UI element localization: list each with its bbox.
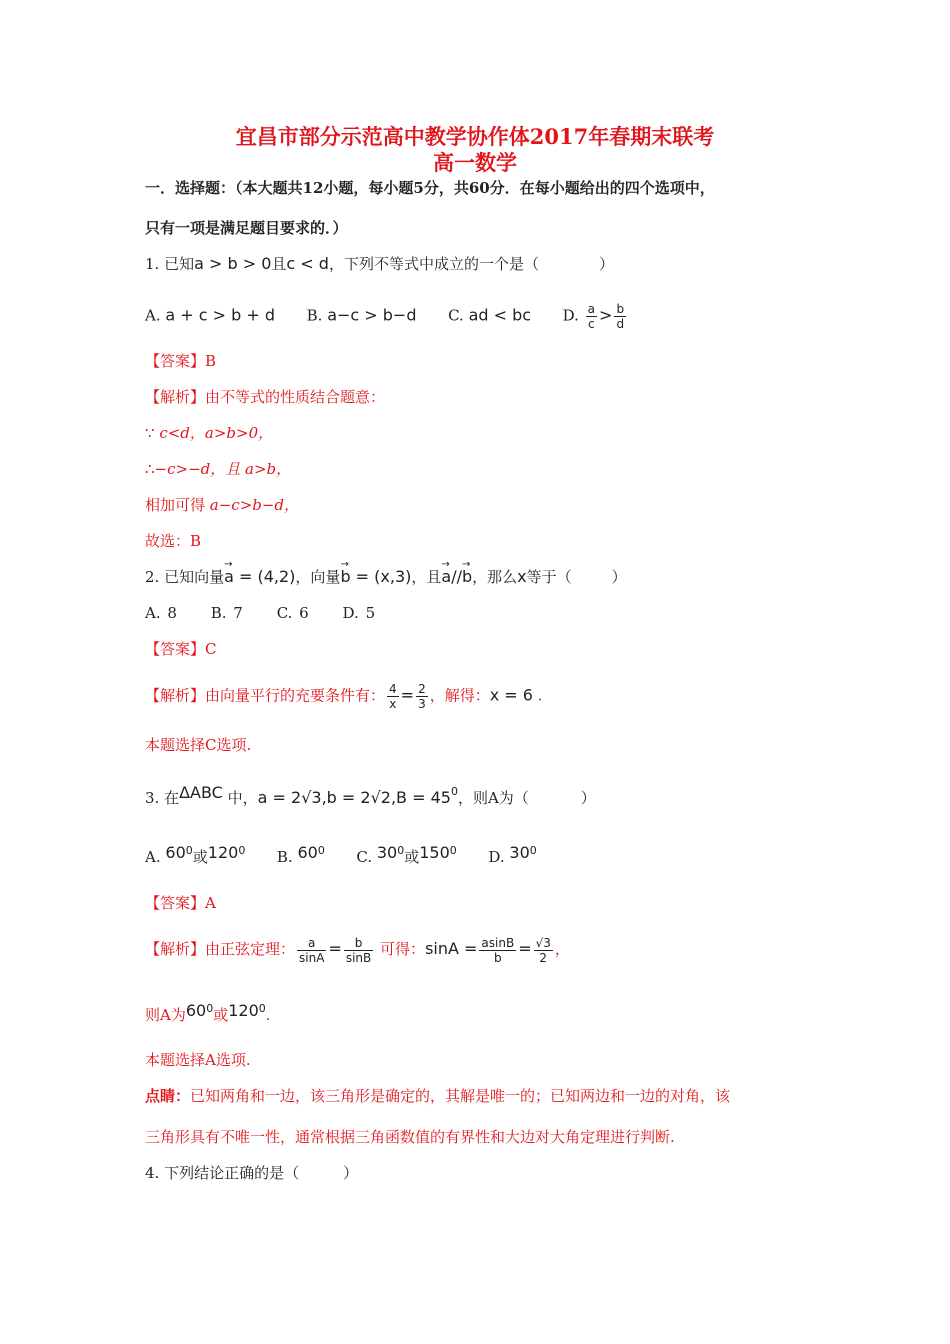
q1-step3-text: a−c>b−d， — [209, 496, 300, 514]
q2-frac-4-x: $\frac{4}{x}$ — [389, 682, 397, 711]
q3-note-line1 — [145, 1086, 730, 1106]
q2-vector-a: → a — [224, 567, 234, 587]
q3-analysis — [145, 934, 570, 965]
q3-then-v1: 60 — [185, 1001, 207, 1020]
section-heading-line1: 一．选择题：（本大题共12小题，每小题5分，共60分．在每小题给出的四个选项中， — [145, 179, 715, 197]
q1-analysis — [145, 387, 385, 407]
q2-prefix: 2. 已知向量 — [145, 568, 225, 586]
q3-mid: 中， — [222, 789, 258, 807]
q3-frac-a-sinA: $\frac{a}{\sin A}$ — [299, 935, 325, 965]
q1-opt-d-gt: > — [599, 305, 613, 325]
q3-then-v2: 120 — [228, 1001, 259, 1020]
therefore-symbol: ∴ — [145, 460, 155, 478]
question-2 — [145, 567, 627, 587]
page-title: 宜昌市部分示范高中教学协作体2017年春期末联考 — [235, 124, 715, 149]
q3-options: A. $60^0$或$120^0$ B. $60^0$ C. $30^0$或$150^0$ D. $30^0$ — [145, 843, 537, 866]
q3-equals-2: = — [518, 939, 532, 958]
q3-close: ） — [580, 789, 596, 807]
question-4 — [145, 1163, 358, 1183]
q2-mid1: ，向量 — [295, 568, 341, 586]
section-heading-line2: 只有一项是满足题目要求的．） — [145, 219, 348, 237]
q1-step2 — [145, 459, 291, 479]
q1-opt-c-label: C. — [448, 306, 464, 325]
q3-opt-c-or: 或 — [404, 848, 420, 866]
q1-step2-text: −c>−d，且 a>b， — [154, 460, 292, 478]
q1-options — [145, 302, 628, 331]
q3-frac-sqrt3-2: $\frac{√3}{2}$ — [535, 935, 551, 965]
q3-prefix: 3. 在 — [145, 789, 180, 807]
q3-opt-c-v1: 30 — [376, 843, 398, 862]
q3-opt-a-or: 或 — [192, 848, 208, 866]
q1-opt-d-frac2: $\frac{b}{d}$ — [616, 302, 625, 331]
q1-step3 — [145, 495, 299, 515]
question-1 — [145, 254, 614, 274]
q1-opt-b-label: B. — [306, 306, 323, 325]
q1-suffix: ，下列不等式中成立的一个是（ — [328, 255, 539, 273]
q3-given: a = 2√3,b = 2√2,B = 45 — [257, 788, 451, 807]
q2-parallel-symbol: // — [451, 567, 462, 586]
q1-opt-b: a−c > b−d — [327, 305, 417, 325]
q1-opt-a: a + c > b + d — [165, 305, 276, 325]
q1-step3-pre: 相加可得 — [145, 496, 210, 514]
q3-note-text1: 已知两角和一边，该三角形是确定的，其解是唯一的；已知两边和一边的对角，该 — [190, 1087, 731, 1105]
q1-prefix: 1. 已知 — [145, 255, 195, 273]
q1-analysis-label: 【解析】 — [145, 388, 206, 406]
q1-analysis-text: 由不等式的性质结合题意： — [205, 388, 386, 406]
q3-answer: 【答案】A — [145, 894, 216, 912]
q3-then-or: 或 — [213, 1006, 229, 1024]
q1-opt-d-frac1: $\frac{a}{c}$ — [587, 302, 596, 331]
q1-cond2: c < d — [286, 254, 329, 273]
q2-parallel-b: → b — [462, 567, 472, 587]
q2-close: ） — [611, 568, 627, 586]
q3-opt-d-v: 30 — [509, 843, 530, 862]
q4-prefix: 4. 下列结论正确的是（ — [145, 1164, 300, 1182]
q2-x: x — [517, 567, 527, 586]
q3-frac-asinB-b: $\frac{asinB}{b}$ — [481, 935, 515, 965]
q3-opt-c-v2: 150 — [419, 843, 450, 862]
q3-frac-b-sinB: $\frac{b}{\sin B}$ — [345, 935, 372, 965]
q3-note-line2: 三角形具有不唯一性，通常根据三角函数值的有界性和大边对大角定理进行判断. — [145, 1128, 675, 1146]
q2-analysis — [145, 682, 543, 711]
q3-note-label: 点睛： — [145, 1087, 191, 1105]
q2-mid2: ，且 — [411, 568, 442, 586]
q3-then-pre: 则A为 — [145, 1006, 186, 1024]
q3-then: 则A为$60^0$或$120^0$. — [145, 1001, 271, 1024]
q2-answer: 【答案】C — [145, 640, 217, 658]
q2-suffix: 等于（ — [526, 568, 572, 586]
q3-opt-a-v1: 60 — [165, 843, 186, 862]
q3-sinA: sinA = — [425, 939, 478, 958]
q1-mid: 且 — [271, 255, 287, 273]
q2-mid3: ，那么 — [472, 568, 518, 586]
q1-answer: 【答案】B — [145, 352, 217, 370]
q3-comma: ， — [554, 940, 570, 958]
question-3 — [145, 780, 596, 810]
q3-opt-c-label: C. — [356, 848, 373, 866]
q3-opt-b-label: B. — [276, 848, 293, 866]
q3-degree: 0 — [450, 785, 458, 798]
q1-opt-d-label: D. — [562, 306, 579, 325]
q3-equals-1: = — [328, 939, 342, 958]
q1-step1 — [145, 423, 273, 443]
q1-step1-text: c<d，a>b>0， — [159, 424, 274, 442]
q2-eq-b: = (x,3) — [350, 567, 412, 586]
q4-close: ） — [343, 1164, 359, 1182]
q2-analysis-text: 由向量平行的充要条件有： — [205, 686, 386, 705]
q3-conclusion: 本题选择A选项. — [145, 1051, 251, 1069]
q1-cond1: a > b > 0 — [194, 254, 272, 273]
q3-opt-b-v: 60 — [297, 843, 318, 862]
page-subtitle: 高一数学 — [433, 150, 517, 175]
q1-opt-a-label: A. — [145, 306, 161, 325]
q2-options: A. 8 B. 7 C. 6 D. 5 — [145, 604, 376, 622]
q2-solution: x = 6 — [489, 685, 533, 705]
q3-suffix: ，则A为（ — [457, 789, 529, 807]
q3-opt-a-label: A. — [145, 848, 161, 866]
q3-opt-a-v2: 120 — [207, 843, 239, 862]
q2-parallel-a: → a — [441, 567, 451, 587]
q2-solve-pre: ，解得： — [429, 686, 490, 705]
q2-equals: = — [400, 685, 415, 705]
q3-analysis-label: 【解析】 — [145, 940, 206, 958]
q1-opt-c: ad < bc — [468, 305, 532, 325]
q2-conclusion: 本题选择C选项. — [145, 736, 252, 754]
q2-eq-a: = (4,2) — [233, 567, 296, 586]
q2-frac-2-3: $\frac{2}{3}$ — [418, 682, 426, 711]
q3-triangle: ΔABC — [179, 783, 223, 802]
q3-opt-d-label: D. — [488, 848, 505, 866]
q1-close: ） — [598, 255, 614, 273]
q2-vector-b: → b — [340, 567, 350, 587]
because-symbol: ∵ — [145, 424, 155, 442]
q2-solve-post: . — [532, 686, 543, 705]
q3-analysis-text: 由正弦定理： — [205, 940, 296, 958]
q2-analysis-label: 【解析】 — [145, 686, 206, 705]
q3-then-post: . — [265, 1006, 271, 1024]
q1-conclusion: 故选：B — [145, 532, 202, 550]
q3-get: 可得： — [375, 940, 426, 958]
